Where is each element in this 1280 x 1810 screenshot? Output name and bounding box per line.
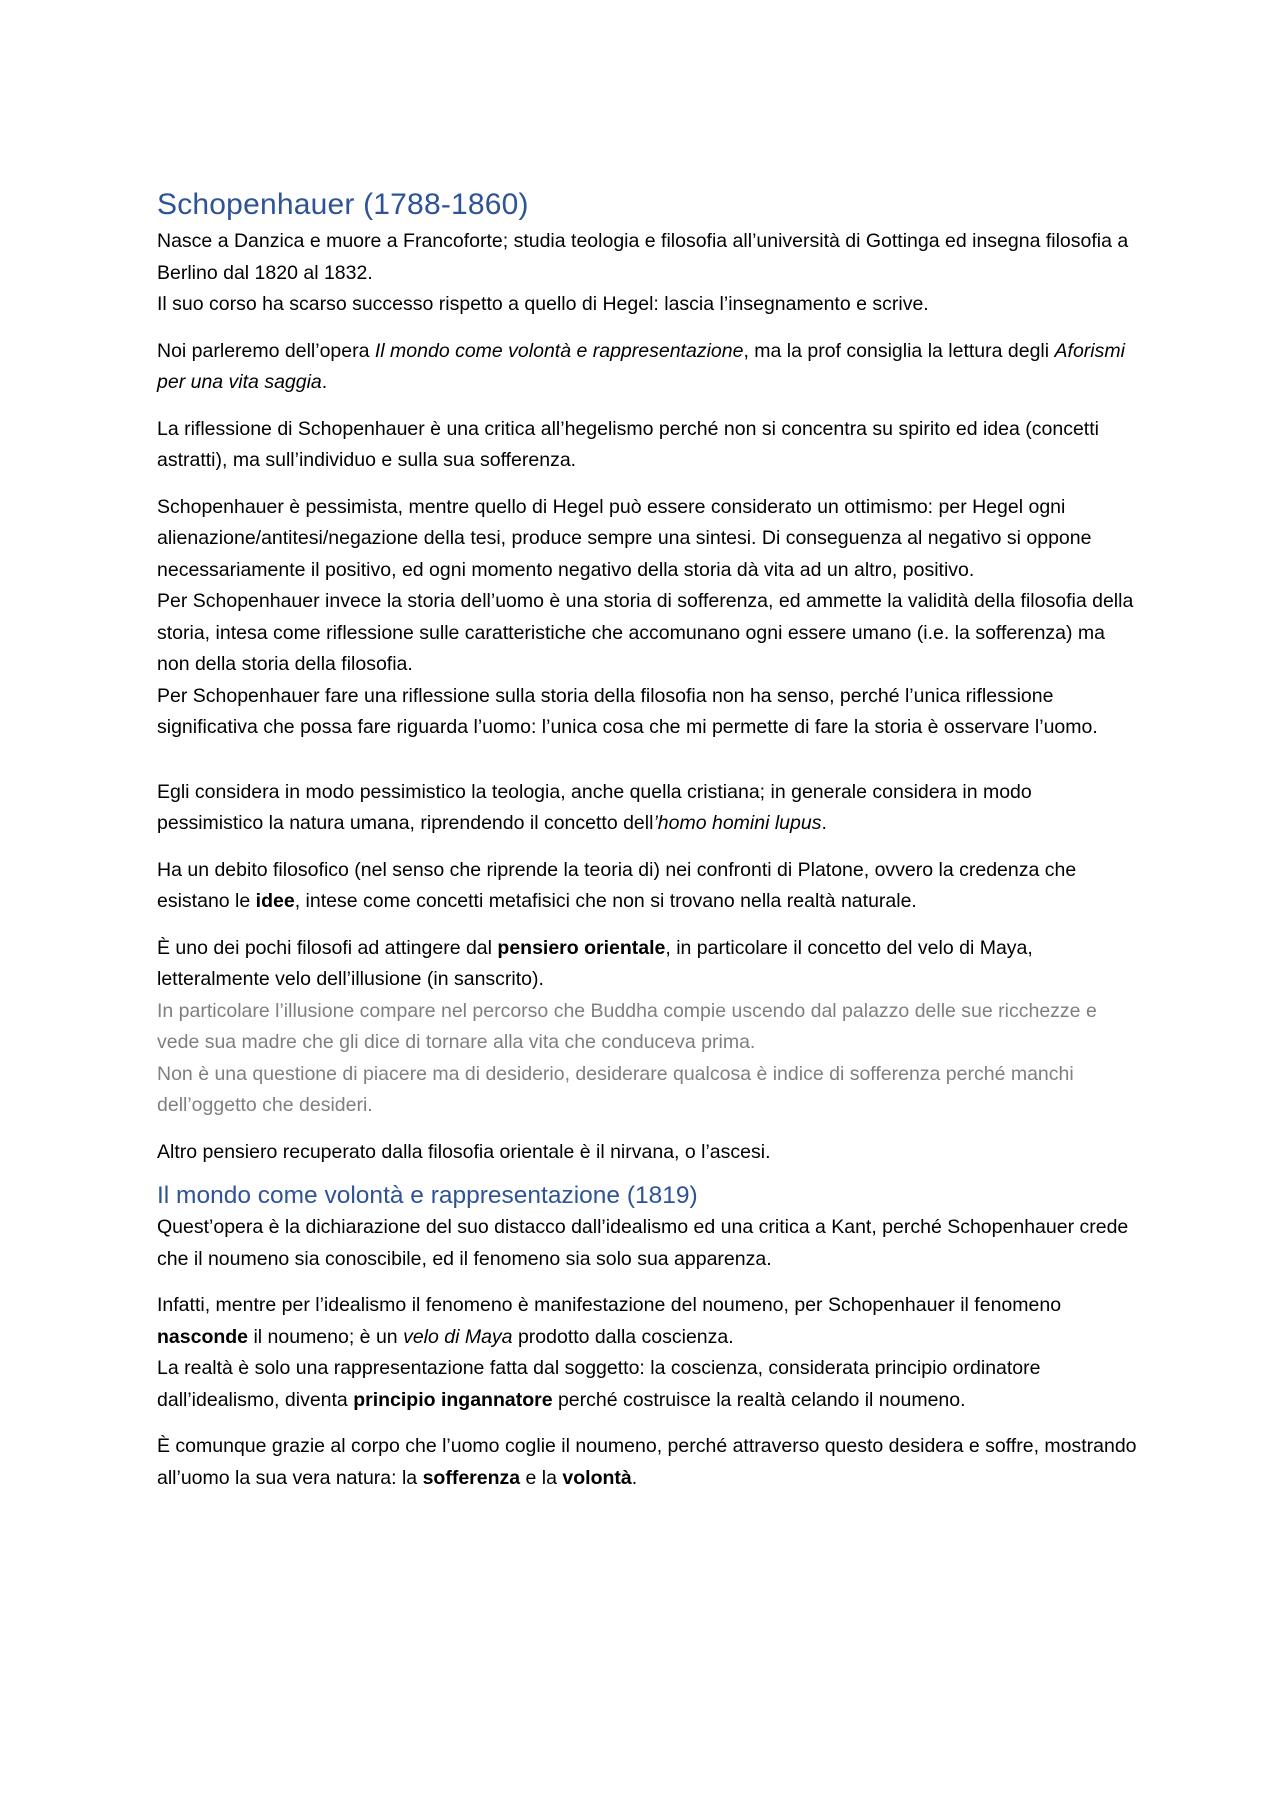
paragraph-theology: [157, 777, 1142, 840]
text-run: , in particolare il concetto del velo di Maya, letteralmente velo dell’illusione (in sanscrito).: [157, 936, 1033, 990]
bio-text-2: Il suo corso ha scarso successo rispetto a quello di Hegel: lascia l’insegnamento e scrive.: [157, 293, 929, 315]
text-run: e la: [520, 1466, 563, 1489]
text-run: Infatti, mentre per l’idealismo il fenomeno è manifestazione del noumeno, per Schopenhauer il fenomeno: [157, 1294, 1062, 1316]
bio-text: Nasce a Danzica e muore a Francoforte; studia teologia e filosofia all’università di Gottinga ed insegna filosofia a Berlino dal 1820 al 1832.: [157, 230, 1129, 284]
text-run: .: [631, 1466, 638, 1489]
text-run: prodotto dalla coscienza.: [512, 1325, 734, 1348]
text-run: È comunque grazie al corpo che l’uomo coglie il noumeno, perché attraverso questo desidera e soffre, mostrando all’uomo la sua vera natura: la: [157, 1435, 1137, 1489]
paragraph-body: [157, 1431, 1142, 1494]
text-run: Ha un debito filosofico (nel senso che riprende la teoria di) nei confronti di Platone, ovvero la credenza che esistano le: [157, 858, 1077, 912]
bold-term: idee: [255, 890, 295, 912]
text-run: È uno dei pochi filosofi ad attingere dal: [157, 936, 498, 959]
paragraph-works: [157, 336, 1142, 399]
bold-term: volontà: [562, 1466, 632, 1489]
italic-phrase: velo di Maya: [403, 1325, 513, 1348]
italic-phrase: ’homo homini lupus: [653, 812, 822, 834]
text-run: Schopenhauer è pessimista, mentre quello di Hegel può essere considerato un ottimismo: per Hegel ogni alienazione/antitesi/negazione della tesi, produce sempre una sintesi. Di conseguenza al negativo si oppone necessariamente il positivo, ed ogni momento negativo della storia dà vita ad un altro, positivo.: [157, 495, 1092, 581]
paragraph-oriental: [157, 933, 1142, 1122]
text-run: Noi parleremo dell’opera: [157, 339, 375, 362]
italic-title: Il mondo come volontà e rappresentazione: [374, 339, 744, 362]
text-run: .: [821, 812, 827, 834]
bold-term: sofferenza: [422, 1466, 521, 1489]
paragraph-bio: [157, 226, 1142, 321]
paragraph-phenomenon: [157, 1290, 1142, 1416]
bold-term: pensiero orientale: [497, 936, 666, 959]
document-page: [157, 184, 1142, 1494]
paragraph-plato: [157, 855, 1142, 918]
text-run: il noumeno; è un: [248, 1325, 404, 1348]
paragraph-nirvana: Altro pensiero recuperato dalla filosofia orientale è il nirvana, o l’ascesi.: [157, 1140, 771, 1163]
text-run: , intese come concetti metafisici che non si trovano nella realtà naturale.: [294, 890, 917, 912]
paragraph-pessimism: [157, 492, 1142, 744]
paragraph-critique: La riflessione di Schopenhauer è una critica all’hegelismo perché non si concentra su spirito ed idea (concetti astratti), ma sull’individuo e sulla sua sofferenza.: [157, 417, 1099, 471]
bold-term: nasconde: [157, 1325, 249, 1348]
text-run: Per Schopenhauer fare una riflessione sulla storia della filosofia non ha senso, perché l’unica riflessione significativa che possa fare riguarda l’uomo: l’unica cosa che mi permette di fare la storia è osservare l’uomo.: [157, 684, 1098, 738]
paragraph-work-intro: Quest’opera è la dichiarazione del suo distacco dall’idealismo ed una critica a Kant, perché Schopenhauer crede che il noumeno sia conoscibile, ed il fenomeno sia solo sua apparenza.: [157, 1216, 1129, 1270]
text-run: La realtà è solo una rappresentazione fatta dal soggetto: la coscienza, considerata principio ordinatore dall’idealismo, diventa: [157, 1357, 1041, 1411]
text-run: , ma la prof consiglia la lettura degli: [743, 339, 1055, 362]
grey-note: In particolare l’illusione compare nel percorso che Buddha compie uscendo dal palazzo delle sue ricchezze e vede sua madre che gli dice di tornare alla vita che conduceva prima.: [157, 999, 1097, 1053]
section-heading: Il mondo come volontà e rappresentazione (1819): [157, 1182, 698, 1209]
grey-note: Non è una questione di piacere ma di desiderio, desiderare qualcosa è indice di sofferenza perché manchi dell’oggetto che desideri.: [157, 1062, 1074, 1116]
page-title: Schopenhauer (1788-1860): [157, 188, 529, 221]
bold-term: principio ingannatore: [353, 1388, 553, 1411]
text-run: Egli considera in modo pessimistico la teologia, anche quella cristiana; in generale considera in modo pessimistico la natura umana, riprendendo il concetto dell: [157, 780, 1032, 834]
text-run: Per Schopenhauer invece la storia dell’uomo è una storia di sofferenza, ed ammette la validità della filosofia della storia, intesa come riflessione sulle caratteristiche che accomunano ogni essere umano (i.e. la sofferenza) ma non della storia della filosofia.: [157, 590, 1134, 675]
text-run: perché costruisce la realtà celando il noumeno.: [552, 1388, 966, 1411]
text-run: .: [321, 371, 328, 393]
italic-title: Aforismi per una vita saggia: [157, 339, 1125, 393]
